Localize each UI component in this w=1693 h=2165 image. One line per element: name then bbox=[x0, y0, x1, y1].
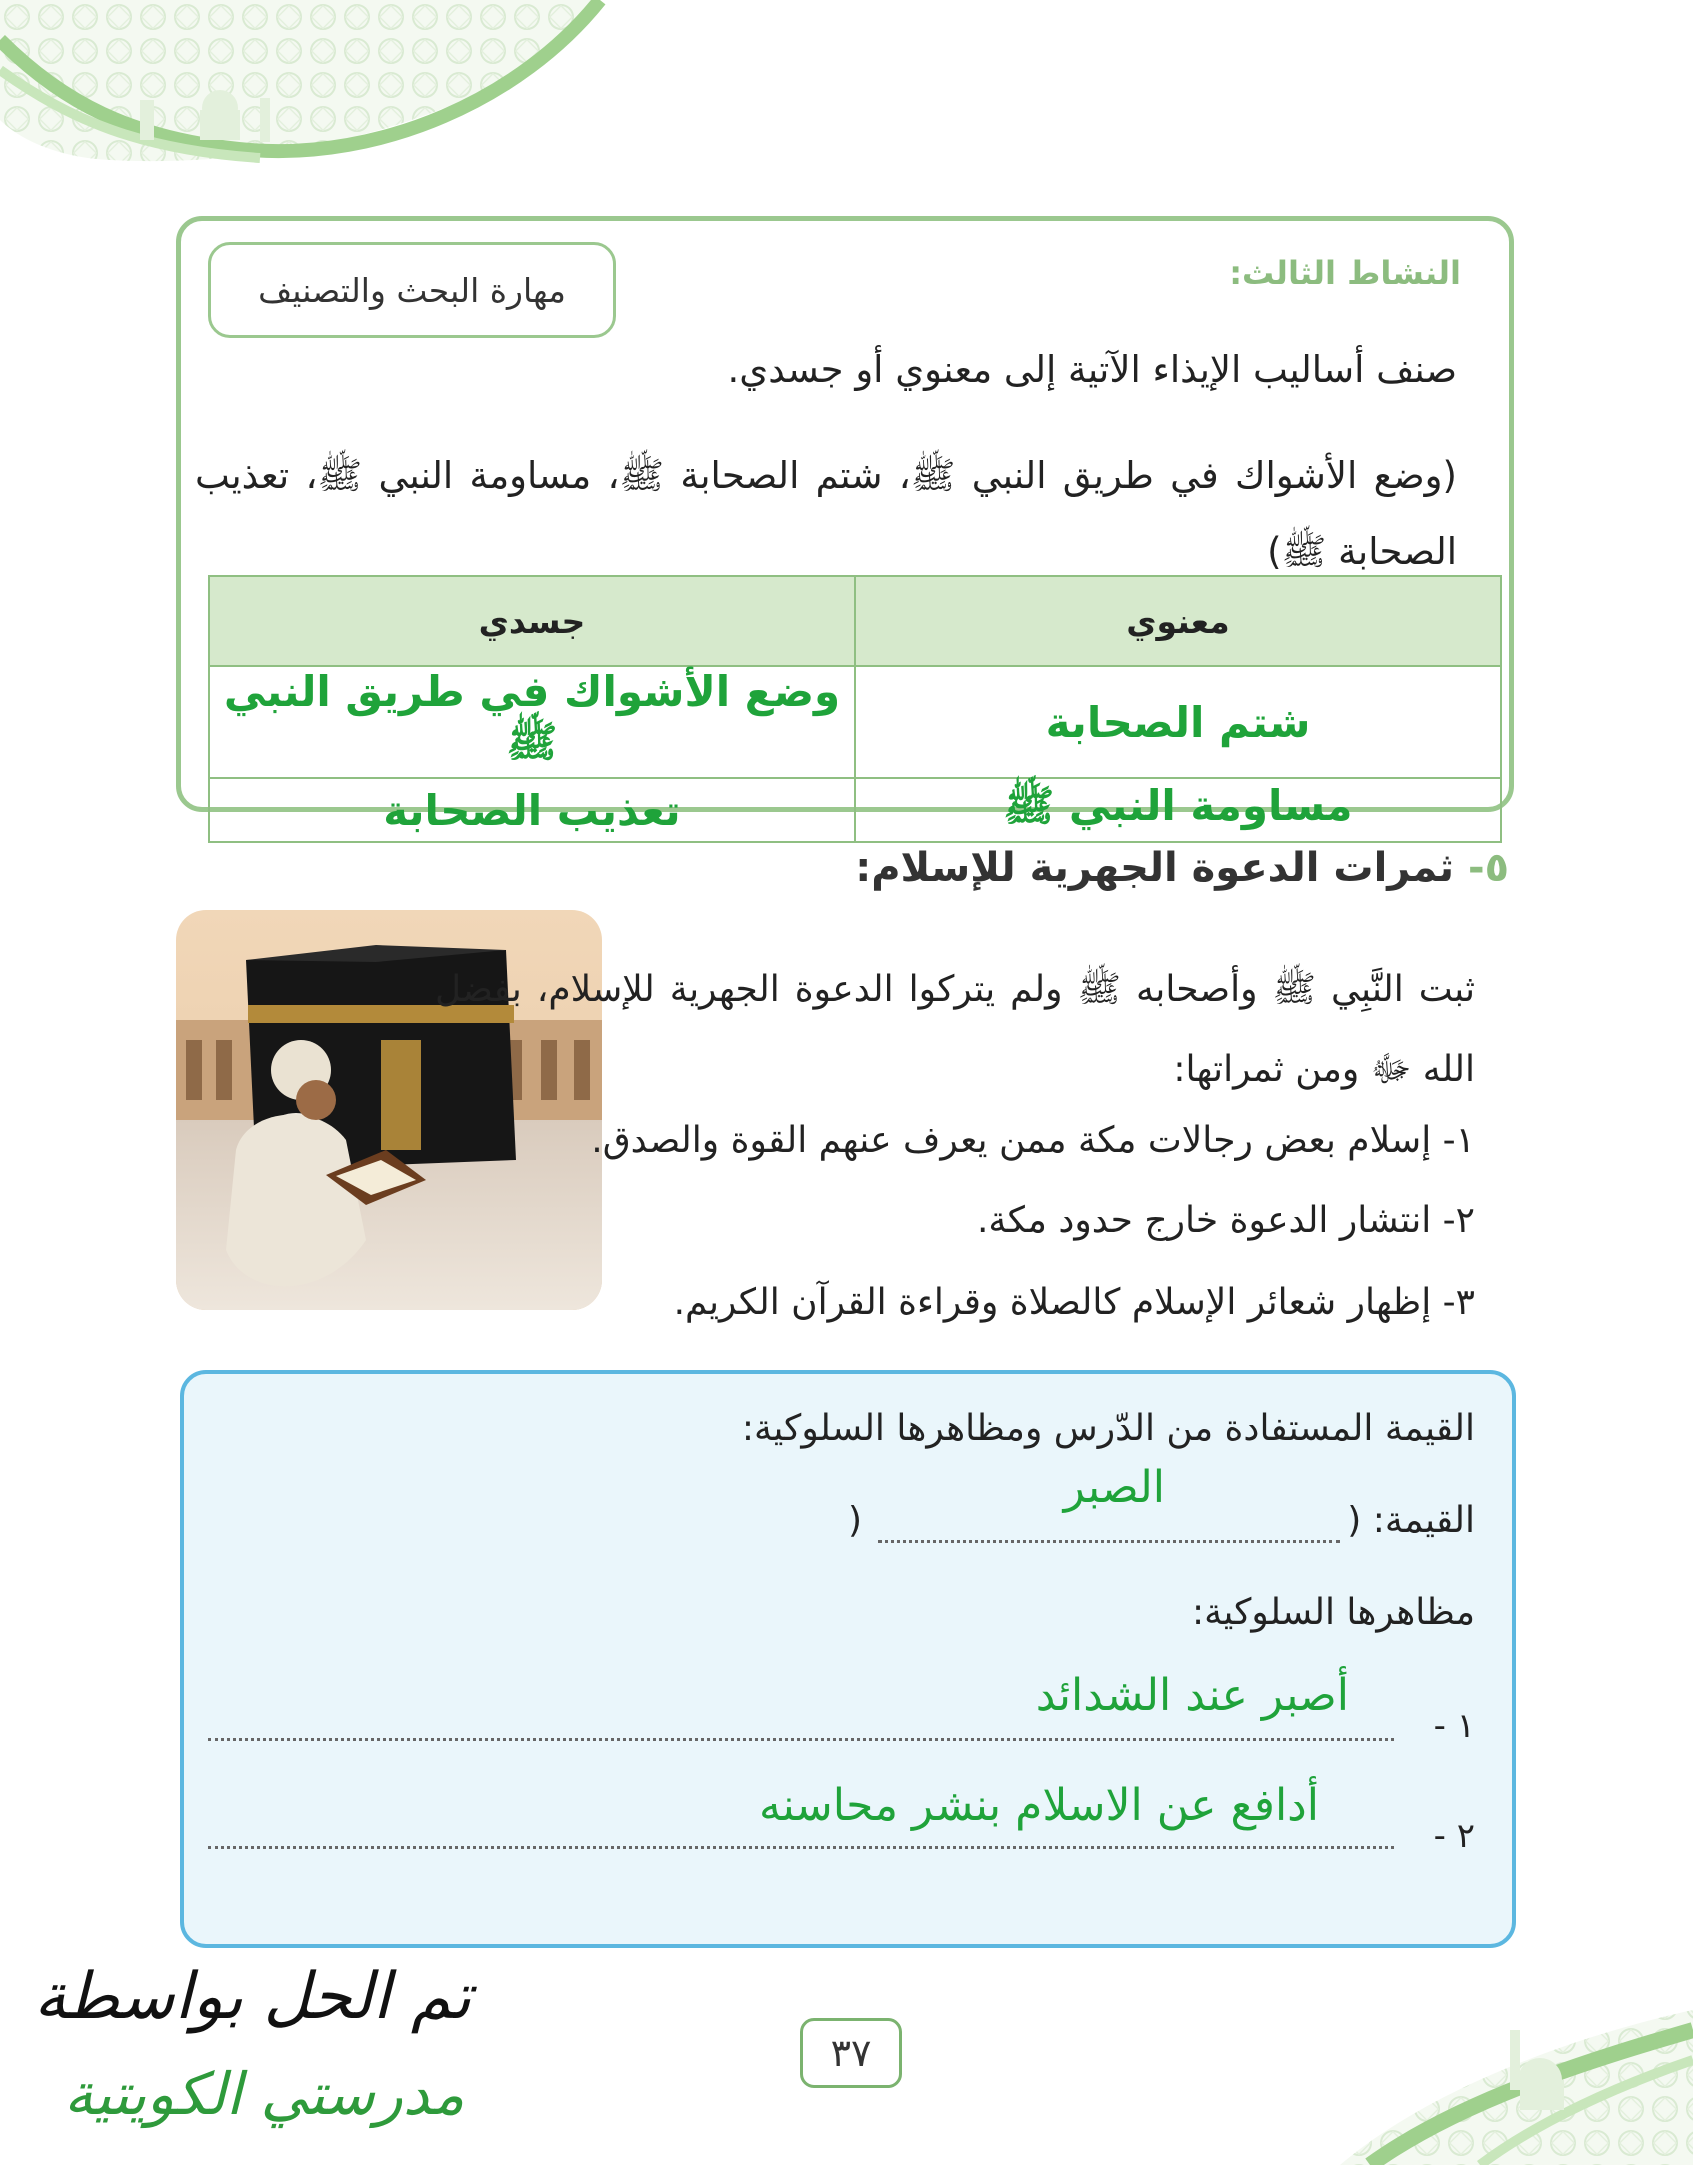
signature-line-2: مدرستي الكويتية bbox=[64, 2060, 465, 2128]
value-dotted-line bbox=[878, 1540, 1340, 1543]
fruit-item: ١- إسلام بعض رجالات مكة ممن يعرف عنهم القوة والصدق. bbox=[591, 1120, 1475, 1161]
activity-title: النشاط الثالث: bbox=[1229, 254, 1461, 292]
section-heading bbox=[855, 845, 1509, 891]
section-paragraph: ثبت النَّبِي ﷺ وأصحابه ﷺ ولم يتركوا الدعوة الجهرية للإسلام، بفضل الله ﷻ ومن ثمراتها: bbox=[435, 969, 1475, 1090]
classification-table bbox=[208, 575, 1502, 843]
activity-instruction: صنف أساليب الإيذاء الآتية إلى معنوي أو جسدي. bbox=[727, 348, 1457, 391]
bottom-corner-decoration bbox=[1240, 1990, 1693, 2165]
table-row bbox=[209, 778, 1501, 842]
page-number: ٣٧ bbox=[800, 2018, 902, 2088]
behavior-number: ١ - bbox=[1433, 1706, 1475, 1746]
value-heading: القيمة المستفادة من الدّرس ومظاهرها السلوكية: bbox=[741, 1408, 1475, 1449]
answer-cell: تعذيب الصحابة bbox=[209, 778, 855, 842]
skill-badge: مهارة البحث والتصنيف bbox=[208, 242, 616, 338]
table-header-row bbox=[209, 576, 1501, 666]
answer-cell: شتم الصحابة bbox=[855, 666, 1501, 778]
section-number: ٥- bbox=[1467, 845, 1509, 891]
activity-items-text: (وضع الأشواك في طريق النبي ﷺ، شتم الصحابة ﷺ، مساومة النبي ﷺ، تعذيب الصحابة ﷺ) bbox=[195, 454, 1457, 573]
fruit-item: ٢- انتشار الدعوة خارج حدود مكة. bbox=[976, 1200, 1475, 1241]
behavior-dotted-line bbox=[208, 1738, 1394, 1741]
table-row bbox=[209, 666, 1501, 778]
behavior-answer: أصبر عند الشدائد bbox=[1035, 1670, 1349, 1721]
value-answer: الصبر bbox=[1063, 1462, 1165, 1513]
signature-line-1: تم الحل بواسطة bbox=[34, 1960, 472, 2034]
top-corner-decoration bbox=[0, 0, 620, 170]
value-close-paren: ) bbox=[848, 1500, 863, 1541]
answer-cell: مساومة النبي ﷺ bbox=[855, 778, 1501, 842]
behavior-dotted-line bbox=[208, 1846, 1394, 1849]
answer-cell: وضع الأشواك في طريق النبي ﷺ bbox=[209, 666, 855, 778]
value-box bbox=[180, 1370, 1516, 1948]
behaviors-heading: مظاهرها السلوكية: bbox=[1191, 1592, 1475, 1633]
section-title: ثمرات الدعوة الجهرية للإسلام: bbox=[855, 845, 1455, 891]
behavior-number: ٢ - bbox=[1433, 1816, 1475, 1856]
fruit-item: ٣- إظهار شعائر الإسلام كالصلاة وقراءة القرآن الكريم. bbox=[673, 1282, 1475, 1323]
header-moral: معنوي bbox=[855, 576, 1501, 666]
value-label: القيمة: ( bbox=[1347, 1500, 1475, 1541]
behavior-answer: أدافع عن الاسلام بنشر محاسنه bbox=[758, 1780, 1319, 1831]
header-physical: جسدي bbox=[209, 576, 855, 666]
